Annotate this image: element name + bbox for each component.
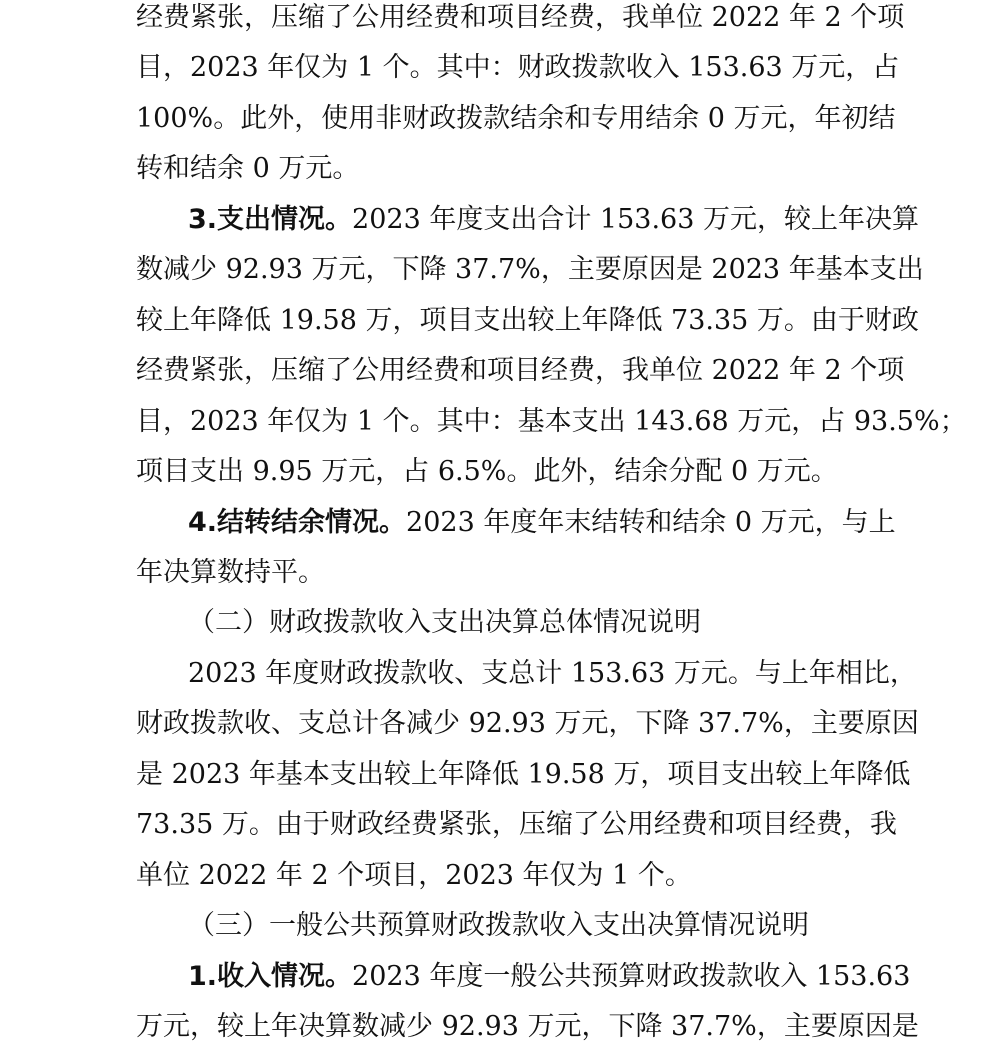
section-heading: （二）财政拨款收入支出决算总体情况说明 — [188, 607, 701, 638]
section-label: 4.结转结余情况。 — [188, 507, 407, 538]
paragraph-line: 数减少 92.93 万元，下降 37.7%，主要原因是 2023 年基本支出 — [136, 254, 924, 285]
paragraph-line: 年决算数持平。 — [136, 557, 325, 588]
section-label: 3.支出情况。 — [188, 204, 353, 235]
paragraph-line: 2023 年度财政拨款收、支总计 153.63 万元。与上年相比， — [188, 658, 917, 689]
paragraph-line: 3.支出情况。2023 年度支出合计 153.63 万元，较上年决算 — [188, 204, 919, 235]
paragraph-line: 项目支出 9.95 万元，占 6.5%。此外，结余分配 0 万元。 — [136, 456, 838, 487]
paragraph-line: 万元，较上年决算数减少 92.93 万元，下降 37.7%，主要原因是 — [136, 1011, 919, 1042]
paragraph-line: 目，2023 年仅为 1 个。其中：基本支出 143.68 万元，占 93.5%； — [136, 406, 967, 437]
paragraph-line: 经费紧张，压缩了公用经费和项目经费，我单位 2022 年 2 个项 — [136, 355, 905, 386]
paragraph-line: 是 2023 年基本支出较上年降低 19.58 万，项目支出较上年降低 — [136, 759, 911, 790]
paragraph-line: 目，2023 年仅为 1 个。其中：财政拨款收入 153.63 万元，占 — [136, 52, 900, 83]
paragraph-line: 较上年降低 19.58 万，项目支出较上年降低 73.35 万。由于财政 — [136, 305, 919, 336]
paragraph-line: 财政拨款收、支总计各减少 92.93 万元，下降 37.7%，主要原因 — [136, 708, 919, 739]
paragraph-line: 单位 2022 年 2 个项目，2023 年仅为 1 个。 — [136, 860, 692, 891]
paragraph-line: 4.结转结余情况。2023 年度年末结转和结余 0 万元，与上 — [188, 507, 896, 538]
paragraph-line: 经费紧张，压缩了公用经费和项目经费，我单位 2022 年 2 个项 — [136, 2, 905, 33]
section-heading: （三）一般公共预算财政拨款收入支出决算情况说明 — [188, 910, 809, 941]
paragraph-line: 1.收入情况。2023 年度一般公共预算财政拨款收入 153.63 — [188, 961, 911, 992]
paragraph-line: 73.35 万。由于财政经费紧张，压缩了公用经费和项目经费，我 — [136, 809, 897, 840]
paragraph-line: 转和结余 0 万元。 — [136, 153, 360, 184]
section-label: 1.收入情况。 — [188, 961, 353, 992]
paragraph-line: 100%。此外，使用非财政拨款结余和专用结余 0 万元，年初结 — [136, 103, 896, 134]
